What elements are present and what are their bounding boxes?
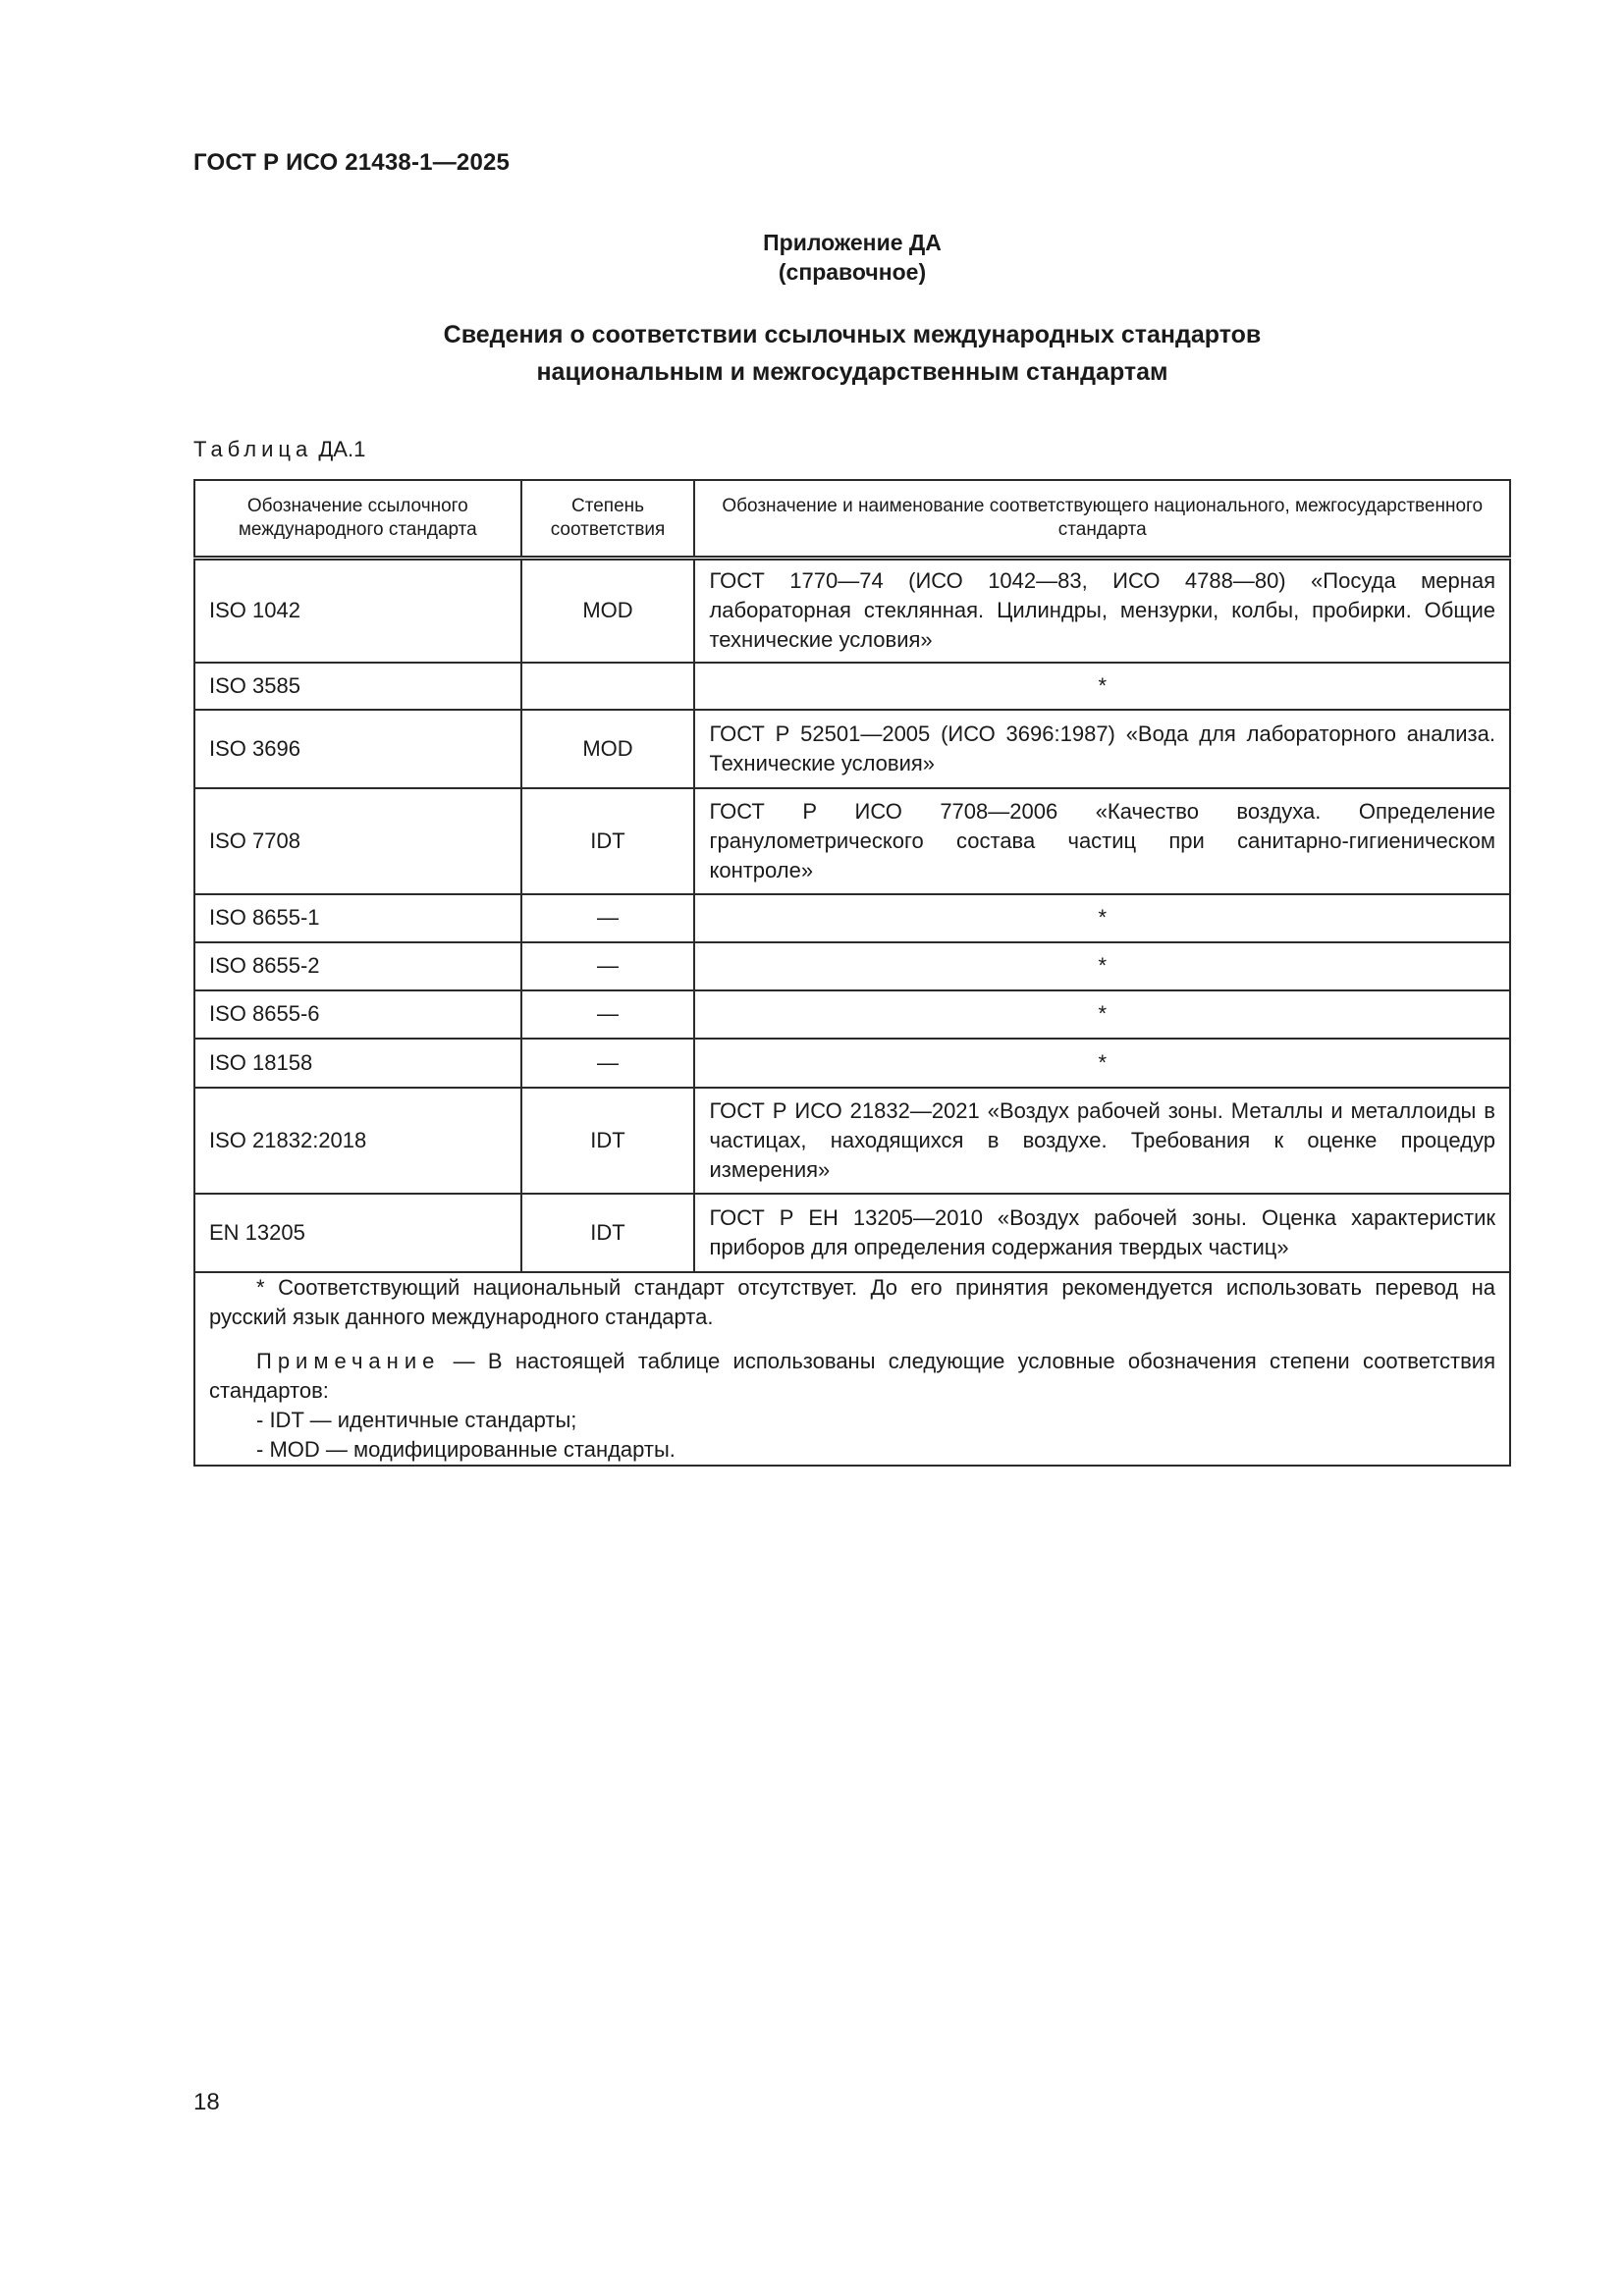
cell-intl-standard: ISO 3696 — [194, 710, 521, 788]
table-row — [194, 990, 1510, 1039]
cell-intl-standard: ISO 3585 — [194, 663, 521, 710]
table-notes — [194, 1272, 1510, 1466]
table-footnote: * Соответствующий национальный стандарт отсутствует. До его принятия рекомендуется использовать перевод на русский язык данного международного стандарта. — [209, 1274, 1495, 1329]
cell-national-standard: * — [694, 990, 1510, 1039]
cell-degree: IDT — [521, 1194, 695, 1272]
cell-degree — [521, 663, 695, 710]
note-text: — В настоящей таблице использованы следующие условные обозначения степени соответствия стандартов: — [209, 1348, 1495, 1403]
correspondence-table — [193, 479, 1511, 1467]
cell-national-standard: ГОСТ Р ИСО 7708—2006 «Качество воздуха. Определение гранулометрического состава частиц при санитарно-гигиеническом контроле» — [694, 788, 1510, 894]
cell-intl-standard: ISO 1042 — [194, 559, 521, 663]
cell-national-standard: * — [694, 1039, 1510, 1088]
table-notes-row — [194, 1272, 1510, 1466]
table-header-row — [194, 480, 1510, 559]
cell-national-standard: ГОСТ 1770—74 (ИСО 1042—83, ИСО 4788—80) «Посуда мерная лабораторная стеклянная. Цилиндры, мензурки, колбы, пробирки. Общие технические условия» — [694, 559, 1510, 663]
table-caption-word: Таблица — [193, 437, 313, 461]
table-row — [194, 710, 1510, 788]
cell-intl-standard: ISO 21832:2018 — [194, 1088, 521, 1194]
table-row — [194, 1039, 1510, 1088]
cell-intl-standard: ISO 8655-6 — [194, 990, 521, 1039]
appendix-heading — [193, 228, 1511, 287]
cell-degree: IDT — [521, 788, 695, 894]
column-header-national-standard: Обозначение и наименование соответствующего национального, межгосударственного стандарта — [694, 480, 1510, 559]
cell-degree: MOD — [521, 710, 695, 788]
note-label: Примечание — [256, 1348, 441, 1373]
cell-intl-standard: ISO 18158 — [194, 1039, 521, 1088]
cell-degree: — — [521, 1039, 695, 1088]
appendix-subtitle: (справочное) — [778, 259, 927, 285]
note-item-idt: - IDT — идентичные стандарты; — [256, 1407, 577, 1432]
cell-intl-standard: EN 13205 — [194, 1194, 521, 1272]
cell-degree: IDT — [521, 1088, 695, 1194]
section-title-line-2: национальным и межгосударственным стандартам — [536, 358, 1168, 386]
cell-intl-standard: ISO 8655-2 — [194, 942, 521, 990]
cell-degree: MOD — [521, 559, 695, 663]
note-item-mod: - MOD — модифицированные стандарты. — [256, 1436, 676, 1462]
cell-intl-standard: ISO 8655-1 — [194, 894, 521, 942]
table-row — [194, 894, 1510, 942]
appendix-title: Приложение ДА — [763, 230, 942, 255]
cell-degree: — — [521, 990, 695, 1039]
table-row — [194, 559, 1510, 663]
cell-degree: — — [521, 894, 695, 942]
cell-degree: — — [521, 942, 695, 990]
cell-national-standard: * — [694, 894, 1510, 942]
section-title — [193, 316, 1511, 391]
document-code: ГОСТ Р ИСО 21438-1—2025 — [193, 149, 511, 176]
page-number: 18 — [193, 2089, 220, 2115]
cell-national-standard: * — [694, 942, 1510, 990]
section-title-line-1: Сведения о соответствии ссылочных международных стандартов — [443, 321, 1262, 348]
cell-national-standard: * — [694, 663, 1510, 710]
table-row — [194, 1194, 1510, 1272]
column-header-intl-standard: Обозначение ссылочного международного стандарта — [194, 480, 521, 559]
cell-national-standard: ГОСТ Р ЕН 13205—2010 «Воздух рабочей зоны. Оценка характеристик приборов для определения содержания твердых частиц» — [694, 1194, 1510, 1272]
table-caption — [193, 437, 365, 462]
cell-intl-standard: ISO 7708 — [194, 788, 521, 894]
table-caption-number: ДА.1 — [318, 437, 366, 461]
table-note — [209, 1347, 1495, 1406]
table-row — [194, 788, 1510, 894]
column-header-degree: Степень соответствия — [521, 480, 695, 559]
table-row — [194, 942, 1510, 990]
table-row — [194, 1088, 1510, 1194]
table-row — [194, 663, 1510, 710]
cell-national-standard: ГОСТ Р 52501—2005 (ИСО 3696:1987) «Вода для лабораторного анализа. Технические условия» — [694, 710, 1510, 788]
cell-national-standard: ГОСТ Р ИСО 21832—2021 «Воздух рабочей зоны. Металлы и металлоиды в частицах, находящихся в воздухе. Требования к оценке процедур измерения» — [694, 1088, 1510, 1194]
